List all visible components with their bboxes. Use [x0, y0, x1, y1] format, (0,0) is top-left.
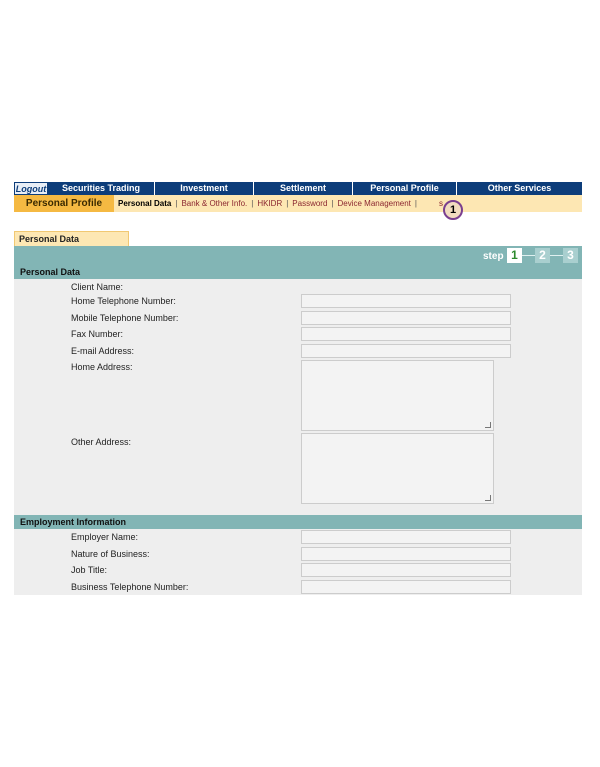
app [14, 182, 582, 595]
business-tel-input[interactable] [301, 580, 511, 594]
employer-label: Employer Name: [71, 532, 139, 542]
fax-input[interactable] [301, 327, 511, 341]
business-nature-label: Nature of Business: [71, 548, 150, 559]
mobile-tel-label: Mobile Telephone Number: [71, 312, 179, 323]
subnav-links [114, 199, 443, 208]
subnav-password[interactable]: Password [292, 199, 328, 208]
nav-other-services[interactable]: Other Services [487, 183, 552, 193]
nav-investment[interactable]: Investment [155, 182, 254, 195]
subnav-personal-data[interactable]: Personal Data [118, 199, 172, 208]
email-row [14, 343, 582, 360]
job-title-input[interactable] [301, 563, 511, 577]
top-nav [14, 182, 582, 195]
step-indicator [14, 246, 582, 265]
other-address-row [14, 432, 582, 505]
step-3: 3 [563, 248, 578, 263]
business-tel-row [14, 579, 582, 596]
mobile-tel-row [14, 310, 582, 327]
home-address-row [14, 359, 582, 432]
personal-data-form [14, 246, 582, 595]
nav-securities-trading[interactable]: Securities Trading [48, 182, 155, 195]
nav-personal-profile[interactable]: Personal Profile [353, 182, 457, 195]
email-label: E-mail Address: [71, 345, 135, 356]
separator: | [414, 199, 417, 208]
home-address-label: Home Address: [71, 362, 133, 372]
fax-label: Fax Number: [71, 329, 124, 339]
other-address-label: Other Address: [71, 437, 132, 447]
subnav-truncated-link[interactable]: s [438, 199, 443, 208]
business-nature-row [14, 546, 582, 563]
client-name-row [14, 279, 582, 293]
step-connector [522, 255, 535, 256]
home-tel-row [14, 293, 582, 310]
business-nature-input[interactable] [301, 547, 511, 561]
section-title: Personal Profile [14, 195, 114, 212]
annotation-marker: 1 [443, 200, 463, 220]
other-address-textarea[interactable] [301, 433, 494, 504]
home-tel-input[interactable] [301, 294, 511, 308]
employment-header: Employment Information [14, 515, 582, 529]
subnav-hkidr[interactable]: HKIDR [257, 199, 283, 208]
personal-data-header: Personal Data [14, 265, 582, 279]
step-connector [550, 255, 563, 256]
separator: | [286, 199, 289, 208]
home-address-textarea[interactable] [301, 360, 494, 431]
home-tel-label: Home Telephone Number: [71, 296, 176, 306]
job-title-label: Job Title: [71, 565, 108, 575]
employer-input[interactable] [301, 530, 511, 544]
separator: | [331, 199, 334, 208]
section-spacer [14, 505, 582, 515]
job-title-row [14, 562, 582, 579]
step-2: 2 [535, 248, 550, 263]
nav-settlement[interactable]: Settlement [254, 182, 353, 195]
employer-row [14, 529, 582, 546]
logout-button[interactable]: Logout [15, 184, 47, 194]
step-label: step [483, 251, 504, 262]
page-tab: Personal Data [14, 231, 129, 246]
separator: | [251, 199, 254, 208]
sub-nav [14, 195, 582, 216]
business-tel-label: Business Telephone Number: [71, 581, 189, 592]
email-input[interactable] [301, 344, 511, 358]
separator: | [175, 199, 178, 208]
subnav-device-management[interactable]: Device Management [337, 199, 411, 208]
subnav-bank-other-info[interactable]: Bank & Other Info. [181, 199, 248, 208]
client-name-label: Client Name: [71, 282, 124, 292]
mobile-tel-input[interactable] [301, 311, 511, 325]
fax-row [14, 326, 582, 343]
step-1: 1 [507, 248, 522, 263]
